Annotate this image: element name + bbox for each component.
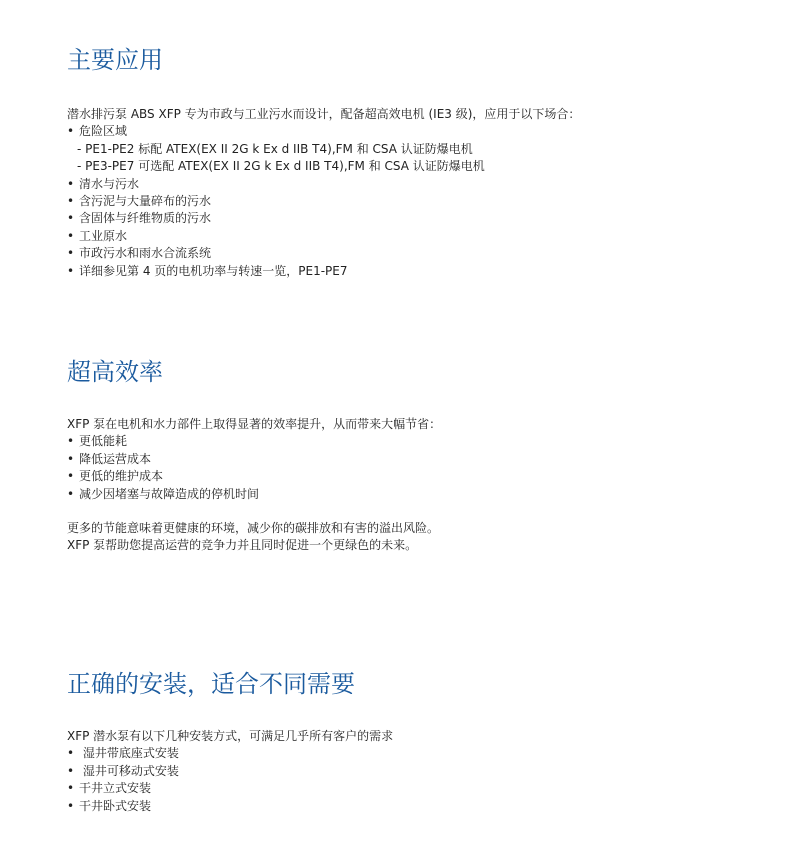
list-item: • 含固体与纤维物质的污水 [67,210,757,227]
list-item: • 含污泥与大量碎布的污水 [67,193,757,210]
sub-item: - PE1-PE2 标配 ATEX(EX II 2G k Ex d IIB T4),FM 和 CSA 认证防爆电机 [77,141,473,156]
section-heading: 主要应用 [67,46,163,74]
bullet-icon: • [67,176,75,191]
bullet-icon: • [67,469,75,484]
list-item: • 更低能耗 [67,433,757,450]
section-main-applications [67,44,757,280]
bullet-icon: • [67,434,75,449]
bullet-list [67,123,757,280]
section-heading: 超高效率 [67,358,163,386]
section-intro: XFP 泵在电机和水力部件上取得显著的效率提升，从而带来大幅节省： [67,417,442,431]
section-high-efficiency [67,356,757,555]
list-item: • 工业原水 [67,228,757,245]
list-item: • 更低的维护成本 [67,468,757,485]
list-item: • 干井卧式安装 [67,798,757,815]
section-installation [67,668,757,815]
bullet-list [67,745,757,815]
list-item: • 干井立式安装 [67,780,757,797]
list-item: • 清水与污水 [67,176,757,193]
list-item: • 详细参见第 4 页的电机功率与转速一览，PE1-PE7 [67,263,757,280]
bullet-icon: • [67,486,75,501]
closing-paragraph: XFP 泵帮助您提高运营的竞争力并且同时促进一个更绿色的未来。 [67,538,418,553]
list-item: • 湿井可移动式安装 [67,763,757,780]
bullet-icon: • [67,194,75,209]
bullet-icon: • [67,263,75,278]
list-item: • 降低运营成本 [67,451,757,468]
list-item: • 湿井带底座式安装 [67,745,757,762]
list-item: • 市政污水和雨水合流系统 [67,245,757,262]
bullet-icon: • [67,124,75,139]
section-intro: 潜水排污泵 ABS XFP 专为市政与工业污水而设计，配备超高效电机 (IE3 级)，应用于以下场合： [67,107,581,121]
bullet-icon: • [67,246,75,261]
bullet-icon: • [67,746,75,761]
bullet-icon: • [67,211,75,226]
bullet-icon: • [67,228,75,243]
list-item: • 危险区域 [67,123,757,140]
sub-item: - PE3-PE7 可选配 ATEX(EX II 2G k Ex d IIB T4),FM 和 CSA 认证防爆电机 [77,159,485,174]
bullet-icon: • [67,781,75,796]
bullet-list [67,433,757,503]
bullet-icon: • [67,798,75,813]
list-item: • 减少因堵塞与故障造成的停机时间 [67,486,757,503]
section-intro: XFP 潜水泵有以下几种安装方式，可满足几乎所有客户的需求 [67,729,394,743]
bullet-icon: • [67,451,75,466]
bullet-icon: • [67,763,75,778]
section-heading: 正确的安装，适合不同需要 [67,670,355,698]
closing-paragraph: 更多的节能意味着更健康的环境，减少你的碳排放和有害的溢出风险。 [67,521,440,536]
